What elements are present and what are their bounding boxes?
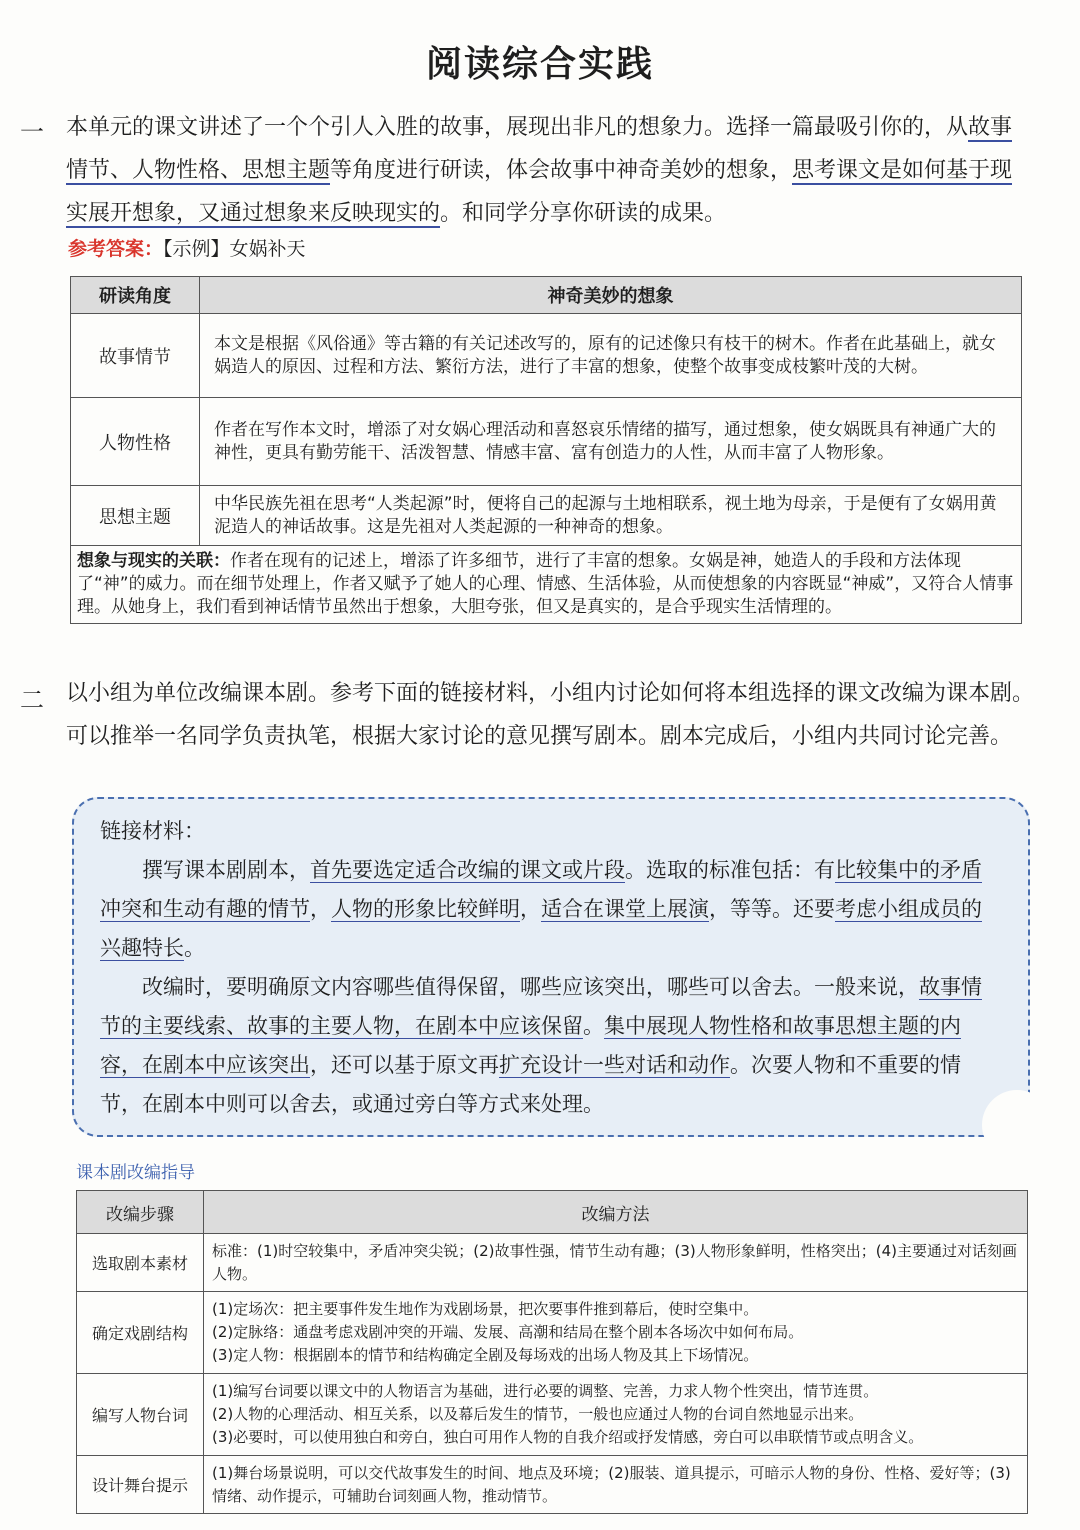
guide-method bbox=[204, 1292, 1028, 1374]
answer-label: 参考答案： bbox=[68, 238, 164, 260]
row-content: 本文是根据《风俗通》等古籍的有关记述改写的，原有的记述像只有枝干的树木。作者在此基础上，就女娲造人的原因、过程和方法、繁衍方法，进行了丰富的想象，使整个故事变成枝繁叶茂的大树。 bbox=[200, 314, 1022, 398]
link-text-part: 。选取的标准包括：有 bbox=[625, 858, 835, 882]
guide-line: 标准：(1)时空较集中，矛盾冲突尖锐；(2)故事性强，情节生动有趣；(3)人物形象鲜明，性格突出；(4)主要通过对话刻画人物。 bbox=[212, 1241, 1017, 1283]
link-underlined: 首先要选定适合改编的课文或片段 bbox=[310, 858, 625, 882]
link-material-text bbox=[100, 812, 1000, 1124]
q1-underlined-task: 思考课文是如何基于现实展开想象，又通过想象来反映现实的 bbox=[66, 158, 1013, 226]
summary-row bbox=[71, 546, 1022, 624]
table-row bbox=[77, 1374, 1028, 1456]
answer-text: 【示例】女娲补天 bbox=[163, 238, 306, 260]
link-underlined: 比较集中的矛盾冲突和生动有趣的情节 bbox=[100, 858, 982, 921]
link-underlined: 人物的形象比较鲜明 bbox=[331, 897, 520, 921]
table-row bbox=[71, 486, 1022, 546]
q1-text-part: 本单元的课文讲述了一个个引人入胜的故事，展现出非凡的想象力。选择一篇最吸引你的，从 bbox=[66, 115, 969, 140]
guide-line: (2)定脉络：通盘考虑戏剧冲突的开端、发展、高潮和结局在整个剧本各场次中如何布局。 bbox=[212, 1323, 804, 1341]
question-1-text bbox=[66, 106, 1034, 235]
guide-method bbox=[204, 1374, 1028, 1456]
guide-header-row bbox=[77, 1191, 1028, 1234]
guide-step: 设计舞台提示 bbox=[77, 1456, 204, 1514]
link-text-part: 撰写课本剧剧本， bbox=[142, 858, 310, 882]
guide-title: 课本剧改编指导 bbox=[76, 1163, 195, 1183]
link-text-part: ，还可以基于原文再 bbox=[310, 1053, 499, 1077]
link-underlined: 考虑小组成员的兴趣特长 bbox=[100, 897, 982, 960]
link-text-part: ， bbox=[310, 897, 331, 921]
link-underlined: 集中展现人物性格和故事思想主题的内容，在剧本中应该突出 bbox=[100, 1014, 961, 1077]
guide-method bbox=[204, 1234, 1028, 1292]
table-row bbox=[77, 1292, 1028, 1374]
link-text-part: 改编时，要明确原文内容哪些值得保留，哪些应该突出，哪些可以舍去。一般来说， bbox=[142, 975, 919, 999]
summary-label: 想象与现实的关联： bbox=[77, 551, 230, 571]
link-text-part: ，等等。还要 bbox=[709, 897, 835, 921]
link-text-part: 。次要人物和不重要的情节，在剧本中则可以舍去，或通过旁白等方式来处理。 bbox=[100, 1053, 961, 1116]
row-content: 作者在写作本文时，增添了对女娲心理活动和喜怒哀乐情绪的描写，通过想象，使女娲既具有神通广大的神性，更具有勤劳能干、活泼智慧、情感丰富、富有创造力的人性，从而丰富了人物形象。 bbox=[200, 398, 1022, 486]
link-underlined: 故事情节的主要线索、故事的主要人物，在剧本中应该保留 bbox=[100, 975, 982, 1038]
page-title: 阅读综合实践 bbox=[425, 43, 654, 85]
row-angle: 人物性格 bbox=[71, 398, 200, 486]
guide-line: (1)编写台词要以课文中的人物语言为基础，进行必要的调整、完善，力求人物个性突出，情节连贯。 bbox=[212, 1382, 879, 1400]
row-angle: 思想主题 bbox=[71, 486, 200, 546]
guide-step: 编写人物台词 bbox=[77, 1374, 204, 1456]
question-1-number: 一 bbox=[20, 118, 44, 146]
link-label: 链接材料： bbox=[100, 819, 205, 843]
q1-underlined-angles: 故事情节、人物性格、思想主题 bbox=[66, 115, 1013, 183]
row-angle: 故事情节 bbox=[71, 314, 200, 398]
link-underlined: 适合在课堂上展演 bbox=[541, 897, 709, 921]
header-imagination: 神奇美妙的想象 bbox=[200, 277, 1022, 314]
guide-step: 选取剧本素材 bbox=[77, 1234, 204, 1292]
guide-table bbox=[76, 1190, 1028, 1514]
guide-line: (3)必要时，可以使用独白和旁白，独白可用作人物的自我介绍或抒发情感，旁白可以串联情节或点明含义。 bbox=[212, 1428, 924, 1446]
header-angle: 研读角度 bbox=[71, 277, 200, 314]
guide-header-method: 改编方法 bbox=[204, 1191, 1028, 1234]
question-2-number: 二 bbox=[20, 686, 44, 714]
table-row bbox=[77, 1234, 1028, 1292]
guide-line: (1)舞台场景说明，可以交代故事发生的时间、地点及环境；(2)服装、道具提示，可暗示人物的身份、性格、爱好等；(3)情绪、动作提示，可辅助台词刻画人物，推动情节。 bbox=[212, 1463, 1011, 1505]
link-text-part: 。 bbox=[583, 1014, 604, 1038]
table-header-row bbox=[71, 277, 1022, 314]
link-paragraph-2 bbox=[100, 968, 1000, 1124]
guide-header-step: 改编步骤 bbox=[77, 1191, 204, 1234]
table-row bbox=[71, 398, 1022, 486]
analysis-table bbox=[70, 276, 1022, 624]
guide-line: (3)定人物：根据剧本的情节和结构确定全剧及每场戏的出场人物及其上下场情况。 bbox=[212, 1346, 759, 1364]
link-paragraph-1 bbox=[100, 851, 1000, 968]
link-underlined: 扩充设计一些对话和动作 bbox=[499, 1053, 730, 1077]
table-row bbox=[77, 1456, 1028, 1514]
reference-answer bbox=[68, 234, 306, 261]
guide-step: 确定戏剧结构 bbox=[77, 1292, 204, 1374]
link-text-part: 。 bbox=[184, 936, 205, 960]
question-2-text: 以小组为单位改编课本剧。参考下面的链接材料，小组内讨论如何将本组选择的课文改编为课本剧。可以推举一名同学负责执笔，根据大家讨论的意见撰写剧本。剧本完成后，小组内共同讨论完善。 bbox=[66, 681, 1035, 749]
link-text-part: ， bbox=[520, 897, 541, 921]
summary-text: 作者在现有的记述上，增添了许多细节，进行了丰富的想象。女娲是神，她造人的手段和方法体现了“神”的威力。而在细节处理上，作者又赋予了她人的心理、情感、生活体验，从而使想象的内容既显“神威”，又符合人情事理。从她身上，我们看到神话情节虽然出于想象，大胆夸张，但又是真实的，是合乎现实生活情理的。 bbox=[77, 551, 1014, 617]
q1-text-part: 等角度进行研读，体会故事中神奇美妙的想象， bbox=[330, 158, 793, 183]
row-content: 中华民族先祖在思考“人类起源”时，便将自己的起源与土地相联系，视土地为母亲，于是便有了女娲用黄泥造人的神话故事。这是先祖对人类起源的一种神奇的想象。 bbox=[200, 486, 1022, 546]
guide-method bbox=[204, 1456, 1028, 1514]
q1-text-part: 。和同学分享你研读的成果。 bbox=[440, 201, 727, 226]
summary-cell bbox=[71, 546, 1022, 624]
table-row bbox=[71, 314, 1022, 398]
guide-line: (2)人物的心理活动、相互关系，以及幕后发生的情节，一般也应通过人物的台词自然地显示出来。 bbox=[212, 1405, 864, 1423]
guide-line: (1)定场次：把主要事件发生地作为戏剧场景，把次要事件推到幕后，使时空集中。 bbox=[212, 1300, 759, 1318]
